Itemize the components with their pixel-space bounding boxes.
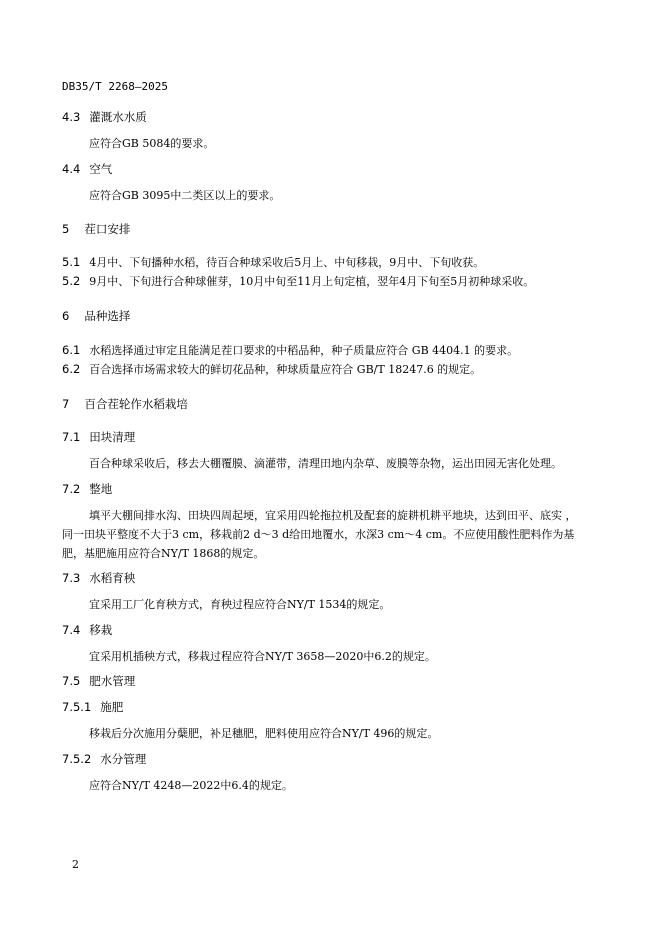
heading-7-3	[62, 570, 135, 586]
heading-title: 水分管理	[100, 752, 147, 766]
paragraph-7-5-2: 应符合NY/T 4248—2022中6.4的规定。	[89, 779, 293, 792]
heading-number: 7.4	[62, 623, 81, 637]
heading-number: 7.5.1	[62, 700, 92, 714]
heading-7-5	[62, 673, 135, 689]
heading-4-4	[62, 161, 112, 177]
item-5-1	[62, 254, 484, 270]
heading-title: 水稻育秧	[89, 571, 136, 585]
page-number: 2	[72, 858, 79, 871]
heading-7-2	[62, 481, 112, 497]
paragraph-7-3: 宜采用工厂化育秧方式，育秧过程应符合NY/T 1534的规定。	[89, 598, 391, 611]
heading-7-4	[62, 622, 112, 638]
heading-title: 整地	[89, 482, 113, 496]
item-6-2	[62, 361, 481, 377]
heading-title: 茬口安排	[84, 222, 131, 236]
heading-number: 7.1	[62, 430, 81, 444]
paragraph-7-2-line-1: 填平大棚间排水沟、田块四周起埂，宜采用四轮拖拉机及配套的旋耕机耕平地块，达到田平、底实 ，	[89, 509, 577, 522]
paragraph-7-2-line-3: 肥，基肥施用应符合NY/T 1868的规定。	[62, 547, 265, 560]
item-text: 9月中、下旬进行合种球催芽，10月中旬至11月上旬定植，翌年4月下旬至5月初种球采收。	[89, 275, 535, 288]
paragraph-4-3: 应符合GB 5084的要求。	[89, 137, 215, 150]
item-text: 4月中、下旬播种水稻，待百合种球采收后5月上、中旬移栽，9月中、下旬收获。	[89, 256, 485, 269]
heading-number: 7.3	[62, 571, 81, 585]
standard-code-header: DB35/T 2268—2025	[62, 80, 168, 93]
heading-7-5-1	[62, 699, 123, 715]
heading-number: 7.5.2	[62, 752, 92, 766]
heading-number: 5	[62, 222, 70, 236]
heading-title: 肥水管理	[89, 674, 136, 688]
heading-number: 6	[62, 309, 70, 323]
heading-5	[62, 221, 130, 237]
heading-number: 7	[62, 397, 70, 411]
heading-title: 移栽	[89, 623, 113, 637]
item-number: 5.2	[62, 274, 81, 288]
item-number: 6.1	[62, 343, 81, 357]
item-text: 百合选择市场需求较大的鲜切花品种，种球质量应符合 GB/T 18247.6 的规定。	[89, 363, 482, 376]
paragraph-7-5-1: 移栽后分次施用分蘖肥，补足穗肥，肥料使用应符合NY/T 496的规定。	[89, 727, 439, 740]
heading-7-1	[62, 429, 135, 445]
heading-4-3	[62, 109, 147, 125]
item-text: 水稻选择通过审定且能满足茬口要求的中稻品种，种子质量应符合 GB 4404.1 的要求。	[89, 344, 519, 357]
paragraph-7-2-line-2: 同一田块平整度不大于3 cm，移栽前2 d～3 d给田地覆水，水深3 cm～4 cm。不应使用酸性肥料作为基	[62, 528, 575, 541]
heading-number: 4.4	[62, 162, 81, 176]
heading-title: 空气	[89, 162, 113, 176]
heading-title: 品种选择	[84, 309, 131, 323]
paragraph-4-4: 应符合GB 3095中二类区以上的要求。	[89, 189, 281, 202]
heading-7-5-2	[62, 751, 146, 767]
paragraph-7-4: 宜采用机插秧方式，移栽过程应符合NY/T 3658—2020中6.2的规定。	[89, 650, 436, 663]
item-5-2	[62, 273, 534, 289]
heading-number: 7.2	[62, 482, 81, 496]
heading-title: 灌溉水水质	[89, 110, 147, 124]
heading-number: 4.3	[62, 110, 81, 124]
heading-title: 施肥	[100, 700, 124, 714]
heading-7	[62, 396, 188, 412]
item-number: 5.1	[62, 255, 81, 269]
heading-6	[62, 308, 130, 324]
heading-title: 田块清理	[89, 430, 136, 444]
item-number: 6.2	[62, 362, 81, 376]
heading-title: 百合茬轮作水稻栽培	[84, 397, 188, 411]
item-6-1	[62, 342, 518, 358]
heading-number: 7.5	[62, 674, 81, 688]
paragraph-7-1: 百合种球采收后，移去大棚覆膜、滴灌带，清理田地内杂草、废膜等杂物，运出田园无害化处理。	[89, 457, 562, 470]
